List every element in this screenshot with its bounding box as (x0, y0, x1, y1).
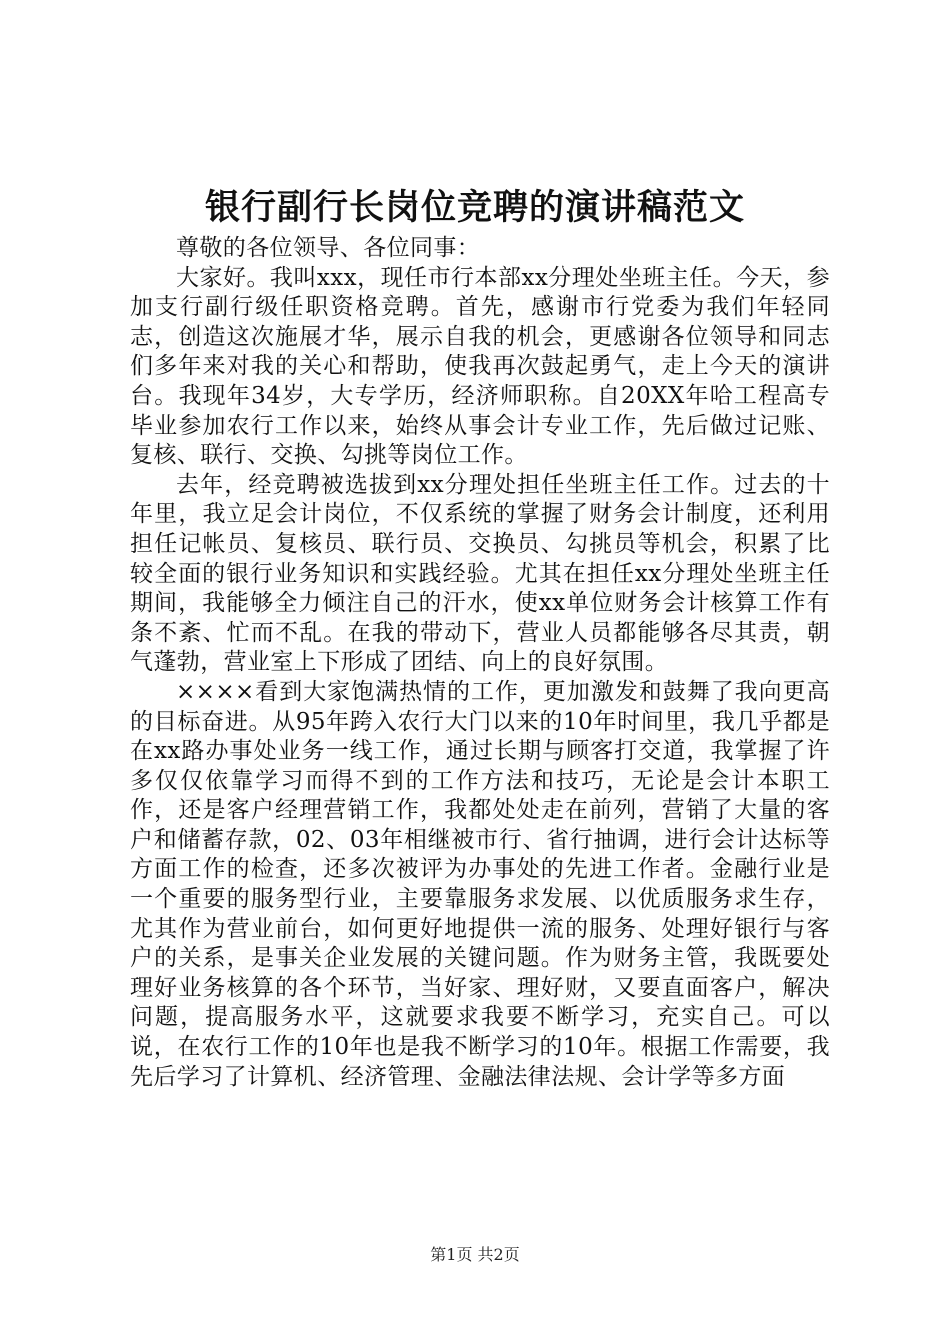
paragraph: 去年，经竞聘被选拔到xx分理处担任坐班主任工作。过去的十年里，我立足会计岗位，不仅系统的掌握了财务会计制度，还利用担任记帐员、复核员、联行员、交换员、勾挑员等机会，积累了比较全面的银行业务知识和实践经验。尤其在担任xx分理处坐班主任期间，我能够全力倾注自己的汗水，使xx单位财务会计核算工作有条不紊、忙而不乱。在我的带动下，营业人员都能够各尽其责，朝气蓬勃，营业室上下形成了团结、向上的良好氛围。 (130, 471, 830, 676)
document-body (130, 234, 830, 1092)
paragraph: ××××看到大家饱满热情的工作，更加激发和鼓舞了我向更高的目标奋进。从95年跨入农行大门以来的10年时间里，我几乎都是在xx路办事处业务一线工作，通过长期与顾客打交道，我掌握了许多仅仅依靠学习而得不到的工作方法和技巧，无论是会计本职工作，还是客户经理营销工作，我都处处走在前列，营销了大量的客户和储蓄存款，02、03年相继被市行、省行抽调，进行会计达标等方面工作的检查，还多次被评为办事处的先进工作者。金融行业是一个重要的服务型行业，主要靠服务求发展、以优质服务求生存，尤其作为营业前台，如何更好地提供一流的服务、处理好银行与客户的关系，是事关企业发展的关键问题。作为财务主管，我既要处理好业务核算的各个环节，当好家、理好财，又要直面客户，解决问题，提高服务水平，这就要求我要不断学习，充实自己。可以说，在农行工作的10年也是我不断学习的10年。根据工作需要，我先后学习了计算机、经济管理、金融法律法规、会计学等多方面 (130, 678, 830, 1090)
paragraph: 大家好。我叫xxx，现任市行本部xx分理处坐班主任。今天，参加支行副行级任职资格竞聘。首先，感谢市行党委为我们年轻同志，创造这次施展才华，展示自我的机会，更感谢各位领导和同志们多年来对我的关心和帮助，使我再次鼓起勇气，走上今天的演讲台。我现年34岁，大专学历，经济师职称。自20XX年哈工程高专毕业参加农行工作以来，始终从事会计专业工作，先后做过记账、复核、联行、交换、勾挑等岗位工作。 (130, 264, 830, 469)
document-title: 银行副行长岗位竞聘的演讲稿范文 (204, 187, 745, 228)
paragraph-salutation: 尊敬的各位领导、各位同事： (176, 235, 481, 261)
page-footer: 第1页 共2页 (430, 1245, 520, 1264)
